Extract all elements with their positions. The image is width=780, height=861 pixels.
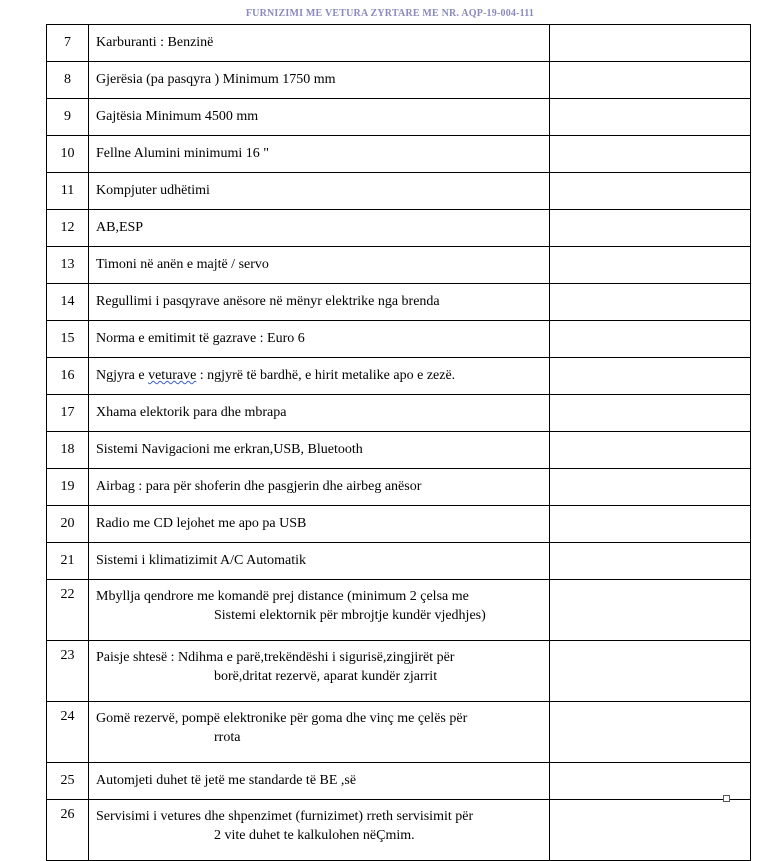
text-segment: : ngjyrë të bardhë, e hirit metalike apo e zezë. — [196, 368, 456, 383]
table-row — [47, 284, 751, 321]
row-description — [89, 358, 550, 395]
table-row — [47, 99, 751, 136]
row-description: Automjeti duhet të jetë me standarde të BE ,së — [89, 763, 550, 800]
row-description: Norma e emitimit të gazrave : Euro 6 — [89, 321, 550, 358]
table-row — [47, 763, 751, 800]
table-row — [47, 641, 751, 702]
row-description — [89, 580, 550, 641]
row-number: 13 — [47, 247, 89, 284]
table-row — [47, 506, 751, 543]
row-description: Regullimi i pasqyrave anësore në mënyr elektrike nga brenda — [89, 284, 550, 321]
empty-cell[interactable] — [550, 432, 751, 469]
row-number: 17 — [47, 395, 89, 432]
description-line: Mbyllja qendrore me komandë prej distance (minimum 2 çelsa me — [96, 589, 469, 604]
row-number: 11 — [47, 173, 89, 210]
row-number: 21 — [47, 543, 89, 580]
empty-cell[interactable] — [550, 358, 751, 395]
row-number: 14 — [47, 284, 89, 321]
table-row — [47, 321, 751, 358]
table-row — [47, 210, 751, 247]
table-row — [47, 800, 751, 861]
row-number: 22 — [47, 580, 89, 641]
row-number: 25 — [47, 763, 89, 800]
row-number: 9 — [47, 99, 89, 136]
row-number: 18 — [47, 432, 89, 469]
empty-cell[interactable] — [550, 800, 751, 861]
empty-cell[interactable] — [550, 99, 751, 136]
empty-cell[interactable] — [550, 210, 751, 247]
table-row — [47, 469, 751, 506]
specification-table — [46, 24, 751, 861]
table-row — [47, 543, 751, 580]
row-number: 19 — [47, 469, 89, 506]
row-description: Airbag : para për shoferin dhe pasgjerin dhe airbeg anësor — [89, 469, 550, 506]
table-row — [47, 432, 751, 469]
empty-cell[interactable] — [550, 763, 751, 800]
row-description: Karburanti : Benzinë — [89, 25, 550, 62]
row-description — [89, 800, 550, 861]
row-description: Kompjuter udhëtimi — [89, 173, 550, 210]
table-resize-handle[interactable] — [723, 795, 730, 802]
empty-cell[interactable] — [550, 247, 751, 284]
description-line: Gomë rezervë, pompë elektronike për goma dhe vinç me çelës për — [96, 711, 468, 726]
empty-cell[interactable] — [550, 136, 751, 173]
table-row — [47, 136, 751, 173]
table-row — [47, 247, 751, 284]
row-description: Xhama elektorik para dhe mbrapa — [89, 395, 550, 432]
row-description: Sistemi i klimatizimit A/C Automatik — [89, 543, 550, 580]
empty-cell[interactable] — [550, 25, 751, 62]
table-row — [47, 580, 751, 641]
row-description: Radio me CD lejohet me apo pa USB — [89, 506, 550, 543]
empty-cell[interactable] — [550, 395, 751, 432]
row-number: 7 — [47, 25, 89, 62]
row-description: Gajtësia Minimum 4500 mm — [89, 99, 550, 136]
table-row — [47, 62, 751, 99]
row-number: 10 — [47, 136, 89, 173]
row-description: Timoni në anën e majtë / servo — [89, 247, 550, 284]
row-number: 16 — [47, 358, 89, 395]
document-header: FURNIZIMI ME VETURA ZYRTARE ME NR. AQP-19-004-111 — [245, 8, 535, 19]
row-number: 23 — [47, 641, 89, 702]
table-row — [47, 702, 751, 763]
table-row — [47, 25, 751, 62]
description-line: Servisimi i vetures dhe shpenzimet (furnizimet) rreth servisimit për — [96, 809, 474, 824]
description-line-continued: rrota — [214, 730, 241, 745]
row-description — [89, 641, 550, 702]
empty-cell[interactable] — [550, 62, 751, 99]
description-line-continued: borë,dritat rezervë, aparat kundër zjarrit — [214, 669, 438, 684]
text-segment: Ngjyra e — [96, 368, 149, 383]
row-number: 15 — [47, 321, 89, 358]
row-number: 8 — [47, 62, 89, 99]
row-number: 20 — [47, 506, 89, 543]
empty-cell[interactable] — [550, 702, 751, 763]
empty-cell[interactable] — [550, 469, 751, 506]
empty-cell[interactable] — [550, 506, 751, 543]
table-row — [47, 395, 751, 432]
description-line-continued: 2 vite duhet te kalkulohen nëÇmim. — [214, 828, 415, 843]
row-description — [89, 702, 550, 763]
table-row — [47, 173, 751, 210]
empty-cell[interactable] — [550, 321, 751, 358]
row-description: Gjerësia (pa pasqyra ) Minimum 1750 mm — [89, 62, 550, 99]
description-line: Paisje shtesë : Ndihma e parë,trekëndëshi i sigurisë,zingjirët për — [96, 650, 455, 665]
table-row — [47, 358, 751, 395]
empty-cell[interactable] — [550, 173, 751, 210]
row-number: 26 — [47, 800, 89, 861]
row-number: 24 — [47, 702, 89, 763]
empty-cell[interactable] — [550, 641, 751, 702]
empty-cell[interactable] — [550, 543, 751, 580]
row-description: Fellne Alumini minimumi 16 " — [89, 136, 550, 173]
row-description: Sistemi Navigacioni me erkran,USB, Bluetooth — [89, 432, 550, 469]
row-description: AB,ESP — [89, 210, 550, 247]
spellcheck-word: veturave — [148, 368, 197, 383]
row-number: 12 — [47, 210, 89, 247]
description-line-continued: Sistemi elektornik për mbrojtje kundër vjedhjes) — [214, 608, 486, 623]
empty-cell[interactable] — [550, 284, 751, 321]
empty-cell[interactable] — [550, 580, 751, 641]
